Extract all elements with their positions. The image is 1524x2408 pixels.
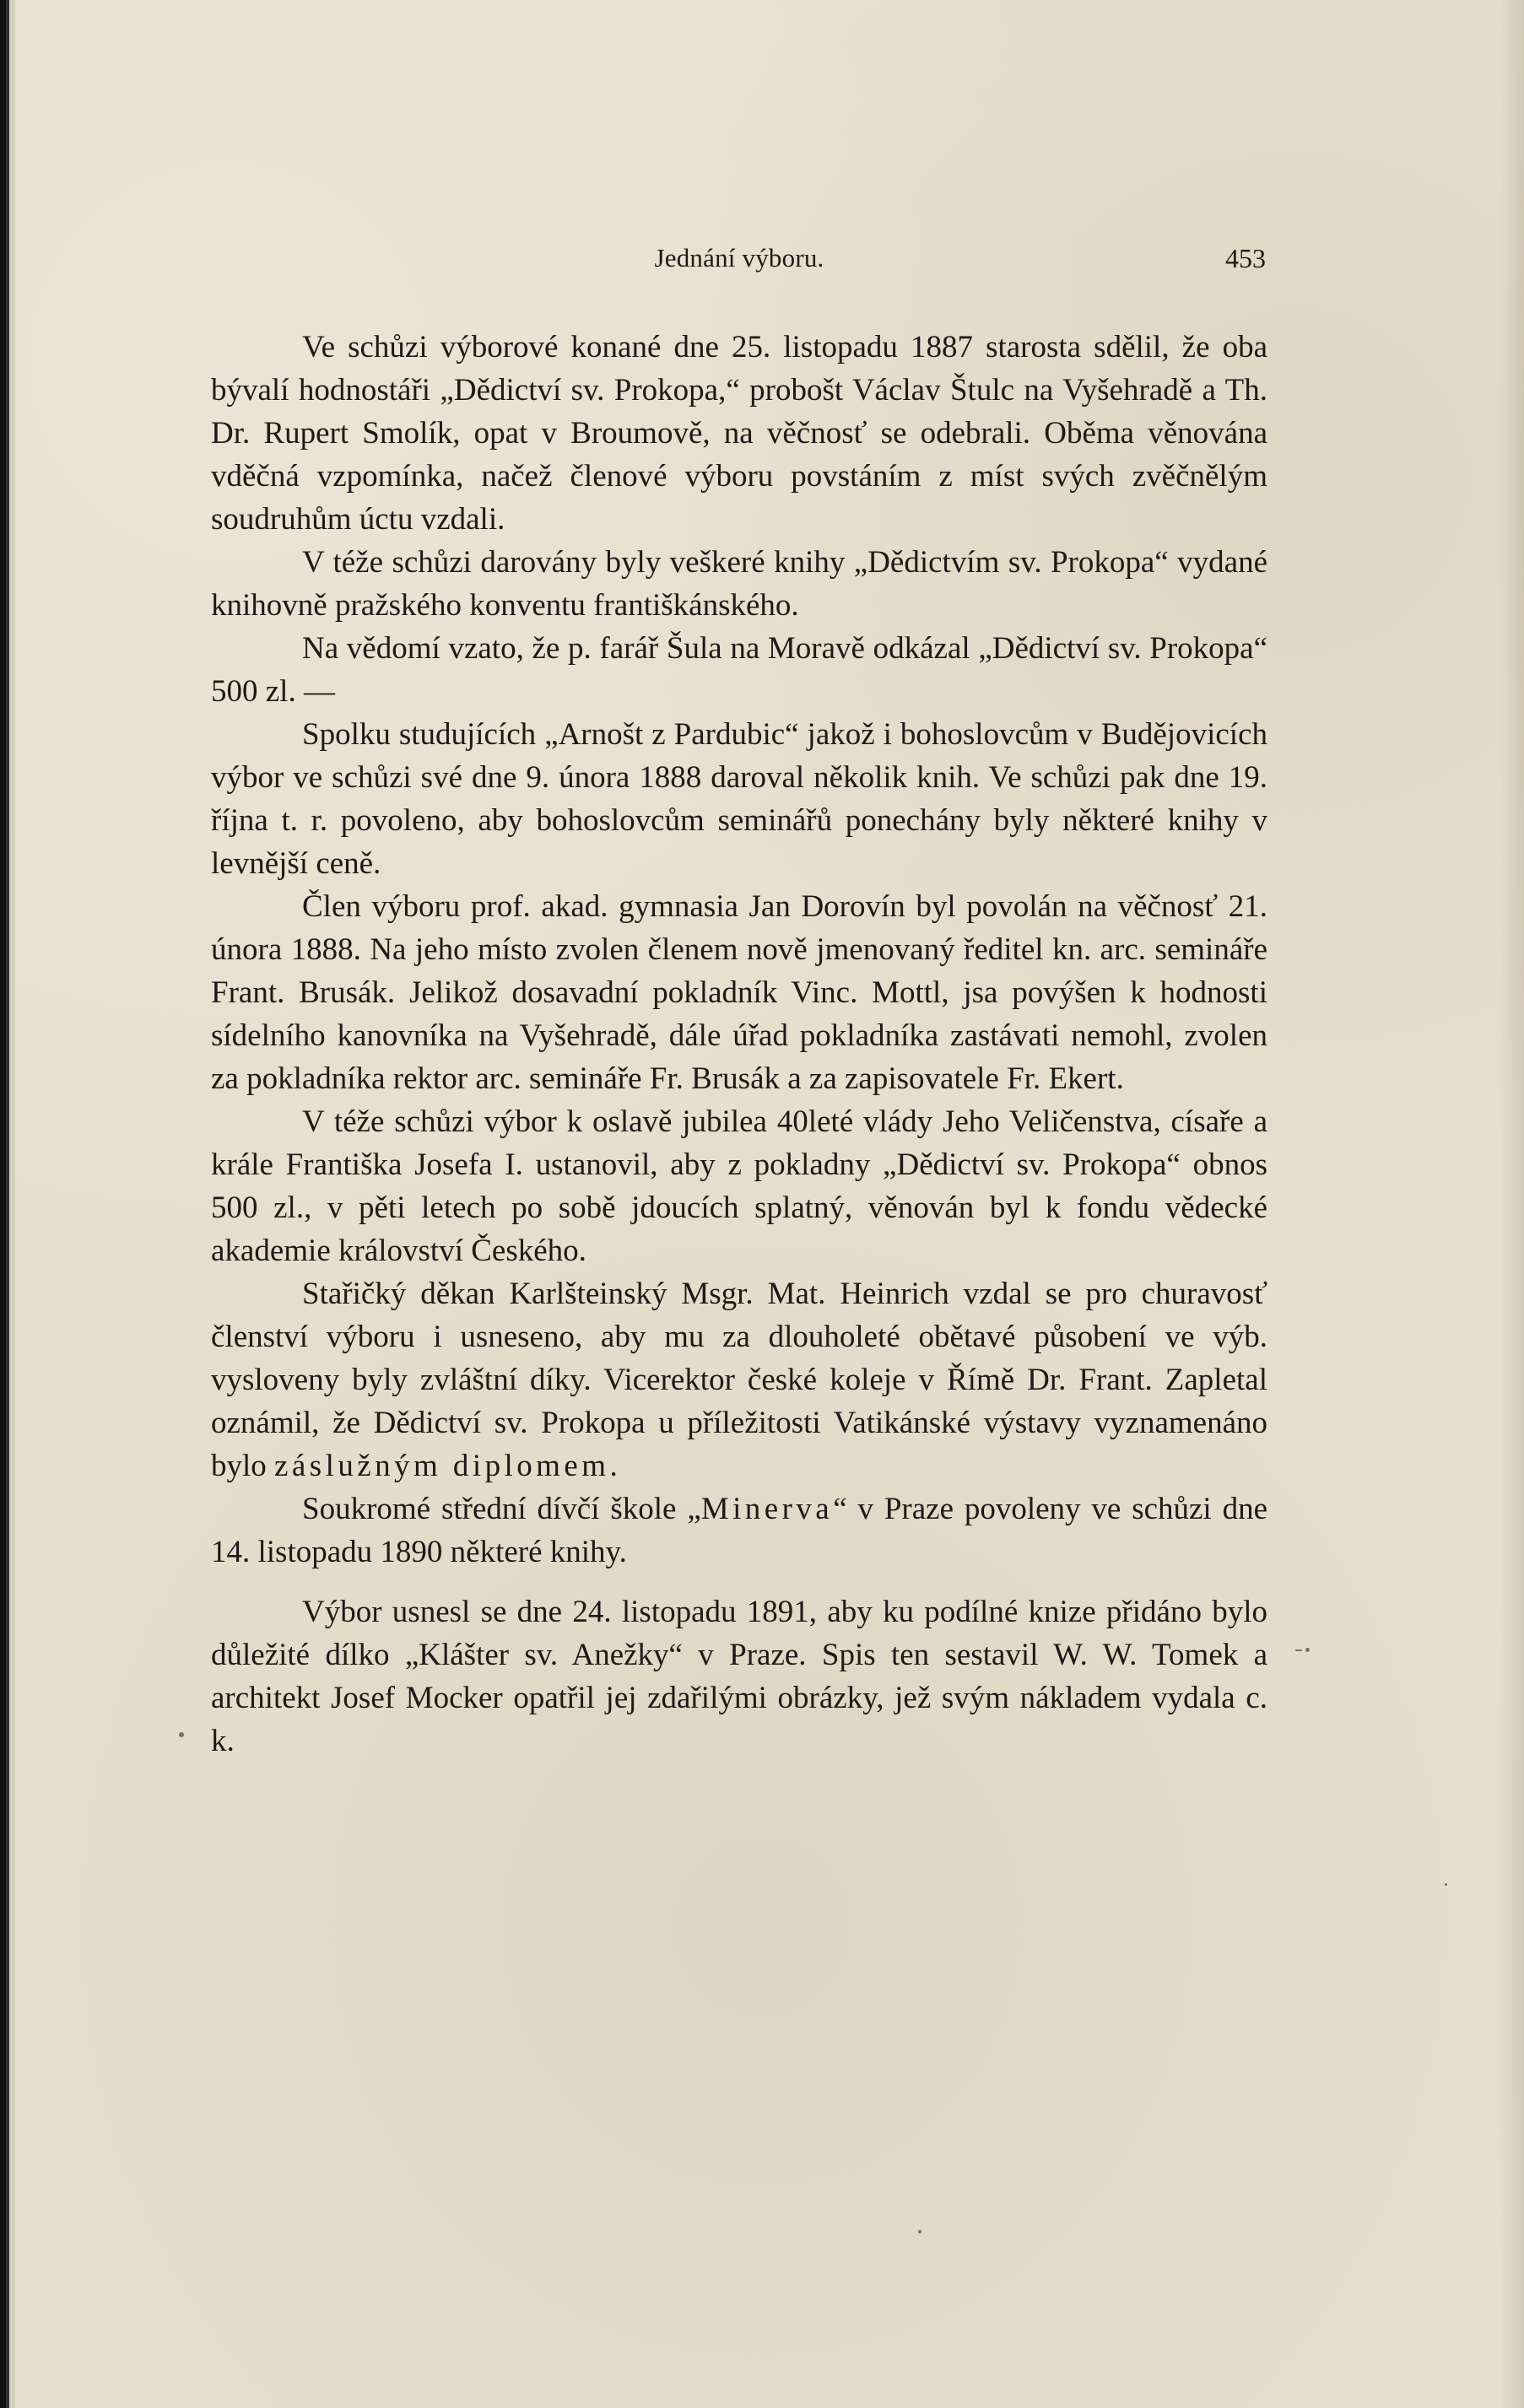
emphasized-diploma-text: záslužným diplomem (274, 1449, 610, 1483)
page-body (211, 326, 1267, 1763)
paragraph-anezka-book: Výbor usnesl se dne 24. listopadu 1891, aby ku podílné knize přidáno bylo důležité dílko „Klášter sv. Anežky“ v Praze. Spis ten sestavil W. W. Tomek a architekt Josef Mocker opatřil jej zdařilými obrázky, jež svým nákladem vydala c. k. (211, 1595, 1267, 1758)
paragraph-student-books: Spolku studujících „Arnošt z Pardubic“ jakož i bohoslovcům v Budějovicích výbor ve schůzi své dne 9. února 1888 daroval několik knih. Ve schůzi pak dne 19. října t. r. povoleno, aby bohoslovcům seminářů ponechány byly některé knihy v levnější ceně. (211, 717, 1267, 881)
page-number: 453 (1225, 243, 1266, 273)
paper-speck (1445, 1883, 1447, 1886)
running-header (211, 243, 1267, 292)
paragraph-committee-meeting-1887: Ve schůzi výborové konané dne 25. listopadu 1887 starosta sdělil, že oba bývalí hodnostáři „Dědictví sv. Prokopa,“ probošt Václav Štulc na Vyšehradě a Th. Dr. Rupert Smolík, opat v Broumově, na věčnosť se odebrali. Oběma věnována vděčná vzpomínka, načež členové výboru povstáním z míst svých zvěčnělým soudruhům úctu vzdali. (211, 330, 1267, 537)
paper-speck (1295, 1649, 1302, 1651)
paper-speck (179, 1732, 184, 1737)
paper-speck (1305, 1648, 1310, 1652)
running-title: Jednání výboru. (654, 243, 824, 273)
paragraph-ending: “ v Praze povoleny ve schůzi dne 14. listopadu 1890 některé knihy. (211, 1492, 1267, 1569)
book-page (211, 243, 1267, 2116)
paper-speck (918, 2230, 921, 2233)
school-name: Minerva (700, 1492, 834, 1526)
paragraph-text: Stařičký děkan Karlšteinský Msgr. Mat. Heinrich vzdal se pro churavosť členství výboru i usneseno, aby mu za dlouholeté obětavé působení ve výb. vysloveny byly zvláštní díky. Vicerektor české koleje v Římě Dr. Frant. Zapletal oznámil, že Dědictví sv. Prokopa u příležitosti Vatikánské výstavy vyznamenáno bylo (211, 1277, 1267, 1483)
paragraph-book-donation: V téže schůzi darovány byly veškeré knihy „Dědictvím sv. Prokopa“ vydané knihovně pražského konventu františkánského. (211, 545, 1267, 623)
book-binding-edge (0, 0, 15, 2408)
paragraph-heinrich-and-vatican (211, 1272, 1267, 1487)
paragraph-text: Soukromé střední dívčí škole „ (302, 1492, 701, 1526)
page-edge-shadow (1500, 0, 1524, 2408)
paragraph-bequest: Na vědomí vzato, že p. farář Šula na Moravě odkázal „Dědictví sv. Prokopa“ 500 zl. — (211, 631, 1267, 709)
paragraph-jubilee-donation: V téže schůzi výbor k oslavě jubilea 40leté vlády Jeho Veličenstva, císaře a krále Františka Josefa I. ustanovil, aby z pokladny „Dědictví sv. Prokopa“ obnos 500 zl., v pěti letech po sobě jdoucích splatný, věnován byl k fondu vědecké akademie království Českého. (211, 1104, 1267, 1268)
paragraph-ending: . (609, 1449, 618, 1483)
paragraph-minerva-school (211, 1487, 1267, 1574)
paragraph-committee-member-death: Člen výboru prof. akad. gymnasia Jan Dorovín byl povolán na věčnosť 21. února 1888. Na jeho místo zvolen členem nově jmenovaný ředitel kn. arc. semináře Frant. Brusák. Jelikož dosavadní pokladník Vinc. Mottl, jsa povýšen k hodnosti sídelního kanovníka na Vyšehradě, dále úřad pokladníka zastávati nemohl, zvolen za pokladníka rektor arc. semináře Fr. Brusák a za zapisovatele Fr. Ekert. (211, 889, 1267, 1096)
